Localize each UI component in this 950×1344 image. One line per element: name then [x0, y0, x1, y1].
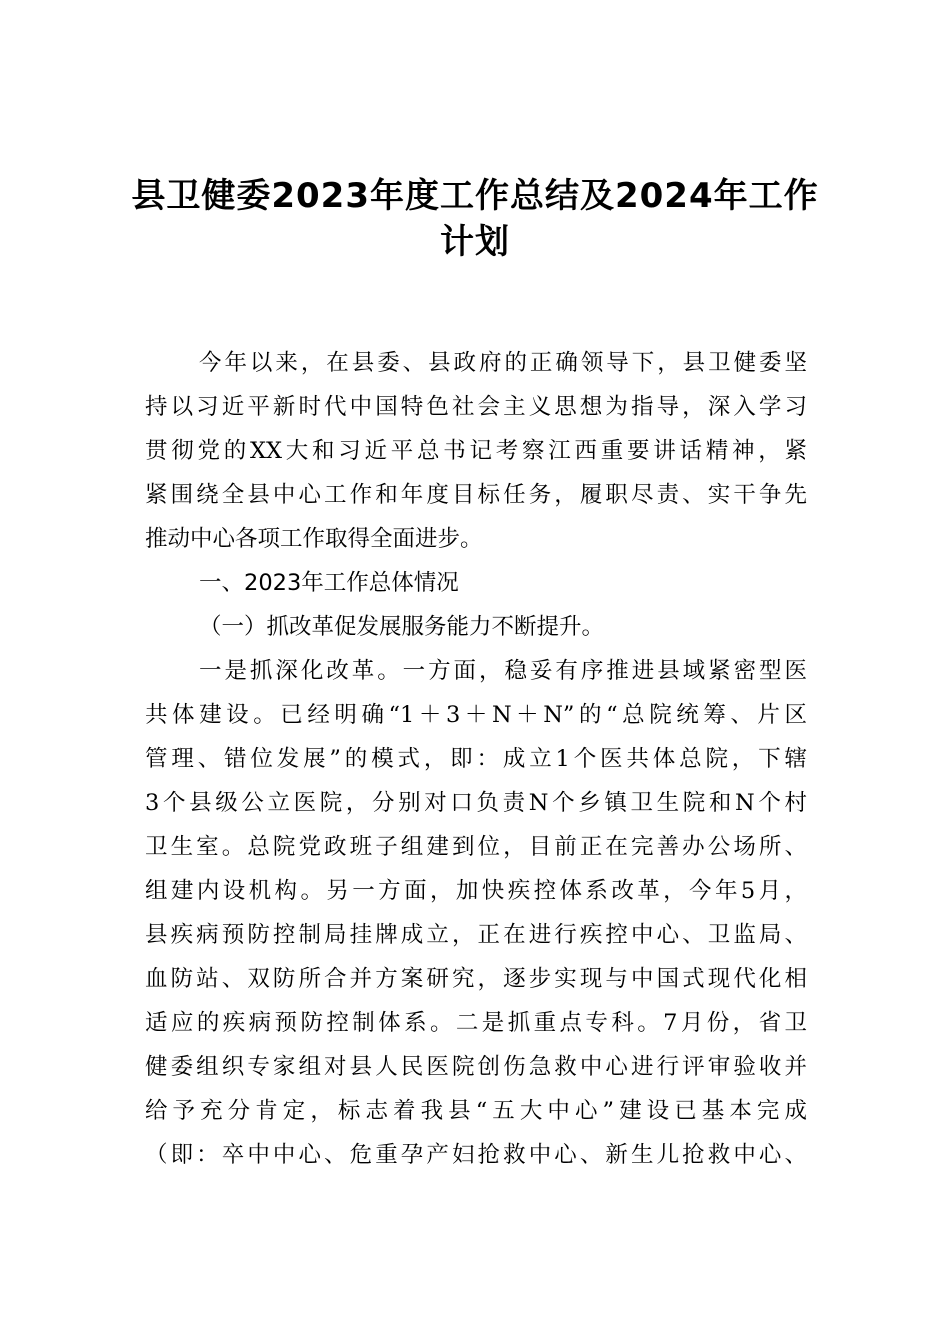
paragraph-body-line: 健委组织专家组对县人民医院创伤急救中心进行评审验收并: [145, 1054, 807, 1080]
paragraph-body-line: 卫生室。总院党政班子组建到位，目前正在完善办公场所、: [145, 834, 807, 860]
document-title-line-2: 计划: [440, 222, 510, 262]
section-heading: 一、2023年工作总体情况: [199, 570, 459, 596]
paragraph-intro-line: 贯彻党的XX大和习近平总书记考察江西重要讲话精神，紧: [145, 438, 807, 464]
paragraph-body-line: 给予充分肯定，标志着我县“五大中心”建设已基本完成: [145, 1098, 807, 1124]
paragraph-body-line: 组建内设机构。另一方面，加快疾控体系改革，今年5月，: [145, 878, 807, 904]
paragraph-intro-line: 持以习近平新时代中国特色社会主义思想为指导，深入学习: [145, 394, 807, 420]
paragraph-body-line: （即：卒中中心、危重孕产妇抢救中心、新生儿抢救中心、: [145, 1142, 807, 1168]
subsection-heading: （一）抓改革促发展服务能力不断提升。: [199, 614, 605, 640]
paragraph-body-line: 适应的疾病预防控制体系。二是抓重点专科。7月份，省卫: [145, 1010, 807, 1036]
paragraph-body-line: 共体建设。已经明确“1＋3＋N＋N”的“总院统筹、片区: [145, 702, 807, 728]
paragraph-body-line: 一是抓深化改革。一方面，稳妥有序推进县域紧密型医: [199, 658, 807, 684]
paragraph-intro-line: 推动中心各项工作取得全面进步。: [145, 526, 483, 552]
paragraph-body-line: 管理、错位发展”的模式，即：成立1个医共体总院，下辖: [145, 746, 807, 772]
document-title-line-1: 县卫健委2023年度工作总结及2024年工作: [131, 176, 819, 216]
paragraph-intro-line: 紧围绕全县中心工作和年度目标任务，履职尽责、实干争先: [145, 482, 807, 508]
paragraph-body-line: 血防站、双防所合并方案研究，逐步实现与中国式现代化相: [145, 966, 807, 992]
paragraph-intro-line: 今年以来，在县委、县政府的正确领导下，县卫健委坚: [199, 350, 807, 376]
paragraph-body-line: 3个县级公立医院，分别对口负责N个乡镇卫生院和N个村: [145, 790, 807, 816]
paragraph-body-line: 县疾病预防控制局挂牌成立，正在进行疾控中心、卫监局、: [145, 922, 807, 948]
